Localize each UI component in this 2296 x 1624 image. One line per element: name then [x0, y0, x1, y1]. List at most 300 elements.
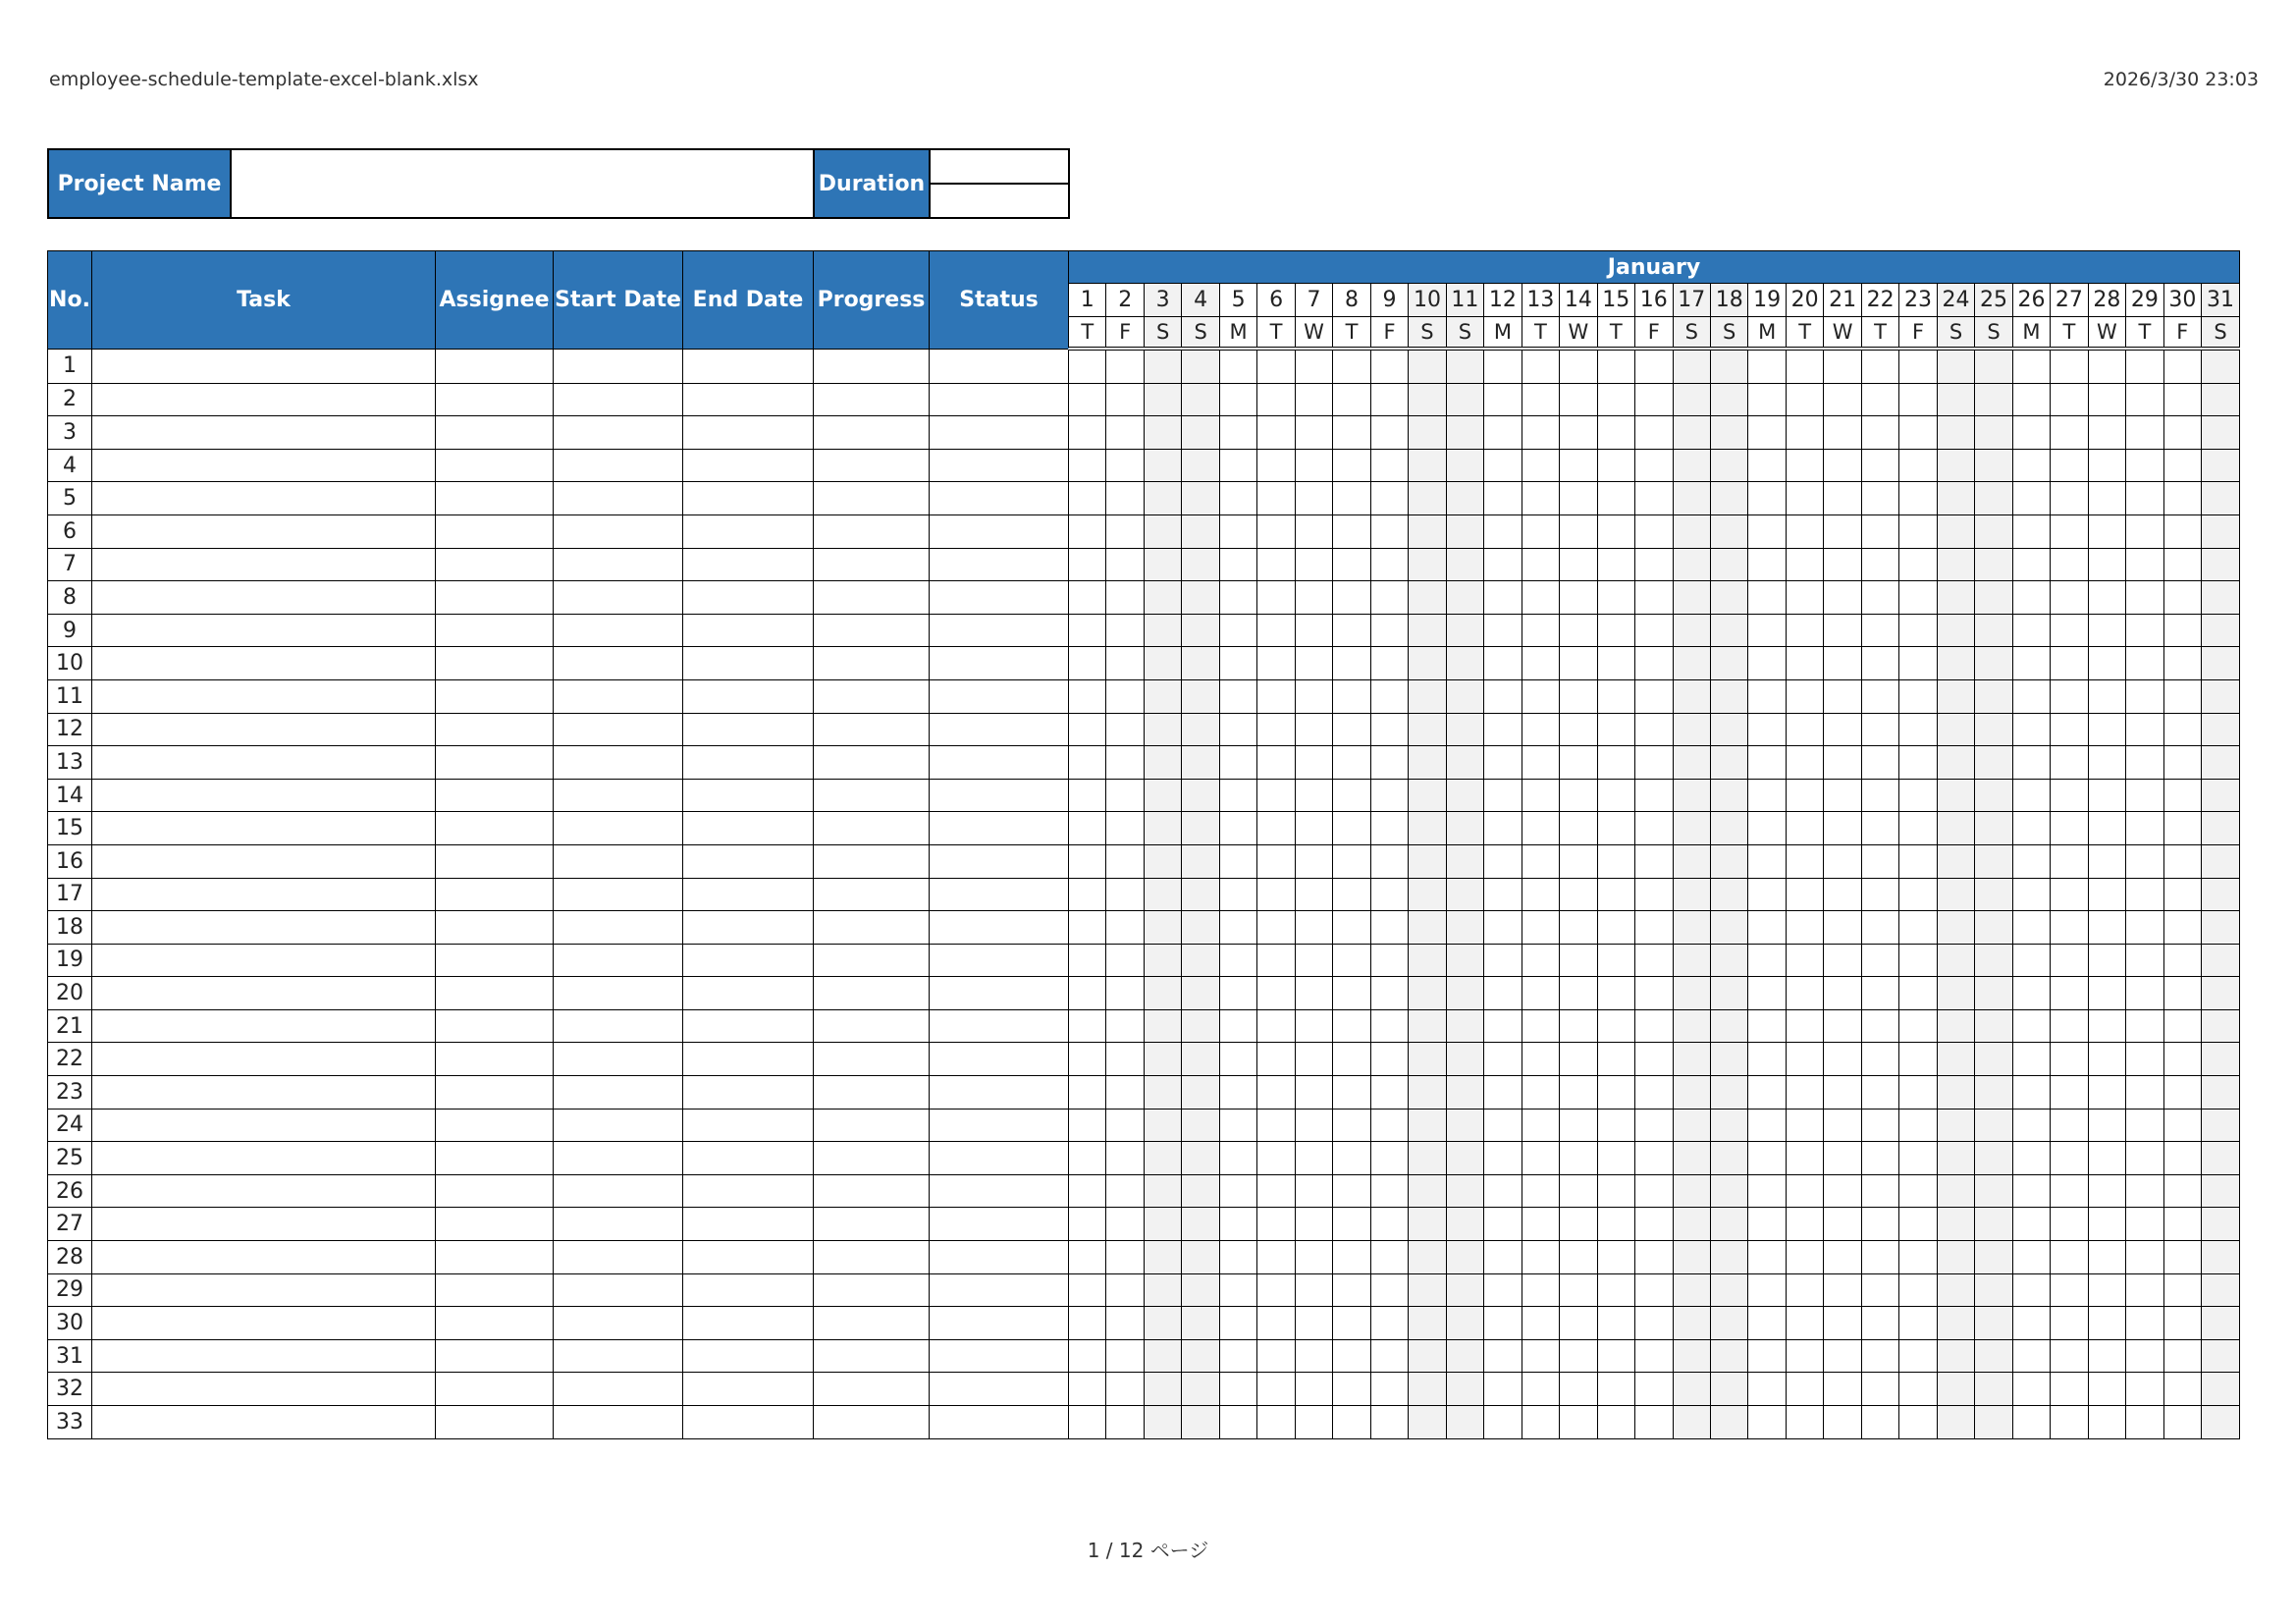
- day-cell[interactable]: [1786, 1109, 1823, 1142]
- day-cell[interactable]: [1560, 349, 1597, 383]
- day-cell[interactable]: [1144, 647, 1181, 680]
- end-date-cell[interactable]: [683, 416, 814, 450]
- start-date-cell[interactable]: [554, 1009, 683, 1043]
- task-cell[interactable]: [92, 1009, 436, 1043]
- day-cell[interactable]: [1106, 416, 1144, 450]
- day-cell[interactable]: [2012, 944, 2050, 977]
- day-cell[interactable]: [2012, 1241, 2050, 1274]
- day-cell[interactable]: [1484, 1307, 1522, 1340]
- day-cell[interactable]: [2126, 1273, 2163, 1307]
- start-date-cell[interactable]: [554, 1076, 683, 1110]
- day-cell[interactable]: [1899, 713, 1937, 746]
- day-cell[interactable]: [1370, 1076, 1408, 1110]
- day-cell[interactable]: [2163, 944, 2201, 977]
- day-cell[interactable]: [1824, 1406, 1861, 1439]
- day-cell[interactable]: [1484, 1241, 1522, 1274]
- end-date-cell[interactable]: [683, 1241, 814, 1274]
- day-cell[interactable]: [2088, 746, 2125, 780]
- day-cell[interactable]: [1522, 1406, 1559, 1439]
- day-cell[interactable]: [1710, 977, 1747, 1010]
- day-cell[interactable]: [1106, 1273, 1144, 1307]
- day-cell[interactable]: [2202, 1043, 2240, 1076]
- day-cell[interactable]: [1597, 449, 1634, 482]
- day-cell[interactable]: [1786, 1142, 1823, 1175]
- day-cell[interactable]: [1635, 514, 1673, 548]
- day-cell[interactable]: [1069, 548, 1106, 581]
- start-date-cell[interactable]: [554, 1241, 683, 1274]
- end-date-cell[interactable]: [683, 1307, 814, 1340]
- day-cell[interactable]: [1446, 1241, 1483, 1274]
- day-cell[interactable]: [2163, 713, 2201, 746]
- day-cell[interactable]: [1446, 482, 1483, 515]
- day-cell[interactable]: [1673, 548, 1710, 581]
- day-cell[interactable]: [1597, 746, 1634, 780]
- day-cell[interactable]: [1975, 746, 2012, 780]
- day-cell[interactable]: [2163, 911, 2201, 945]
- day-cell[interactable]: [1522, 713, 1559, 746]
- day-cell[interactable]: [1182, 581, 1219, 615]
- day-cell[interactable]: [1937, 878, 1974, 911]
- day-cell[interactable]: [1975, 812, 2012, 845]
- day-cell[interactable]: [1673, 1174, 1710, 1208]
- task-cell[interactable]: [92, 349, 436, 383]
- assignee-cell[interactable]: [436, 1009, 554, 1043]
- day-cell[interactable]: [1069, 1208, 1106, 1241]
- day-cell[interactable]: [2051, 944, 2088, 977]
- day-cell[interactable]: [1861, 1109, 1898, 1142]
- day-cell[interactable]: [1446, 1307, 1483, 1340]
- day-cell[interactable]: [1295, 779, 1332, 812]
- day-cell[interactable]: [1937, 482, 1974, 515]
- day-cell[interactable]: [1748, 1406, 1786, 1439]
- day-cell[interactable]: [1219, 944, 1256, 977]
- day-cell[interactable]: [1409, 514, 1446, 548]
- day-cell[interactable]: [1710, 1406, 1747, 1439]
- day-cell[interactable]: [2088, 614, 2125, 647]
- day-cell[interactable]: [1786, 713, 1823, 746]
- day-cell[interactable]: [1899, 482, 1937, 515]
- assignee-cell[interactable]: [436, 812, 554, 845]
- day-cell[interactable]: [1899, 1009, 1937, 1043]
- day-cell[interactable]: [2163, 581, 2201, 615]
- day-cell[interactable]: [1597, 416, 1634, 450]
- progress-cell[interactable]: [814, 449, 930, 482]
- day-cell[interactable]: [1219, 1273, 1256, 1307]
- day-cell[interactable]: [2012, 548, 2050, 581]
- day-cell[interactable]: [2012, 977, 2050, 1010]
- assignee-cell[interactable]: [436, 1273, 554, 1307]
- day-cell[interactable]: [2012, 482, 2050, 515]
- day-cell[interactable]: [1899, 878, 1937, 911]
- day-cell[interactable]: [1937, 1273, 1974, 1307]
- day-cell[interactable]: [1182, 416, 1219, 450]
- day-cell[interactable]: [1522, 1174, 1559, 1208]
- day-cell[interactable]: [2126, 1076, 2163, 1110]
- day-cell[interactable]: [1673, 1241, 1710, 1274]
- day-cell[interactable]: [1370, 349, 1408, 383]
- status-cell[interactable]: [930, 878, 1069, 911]
- day-cell[interactable]: [1710, 1109, 1747, 1142]
- day-cell[interactable]: [1522, 977, 1559, 1010]
- day-cell[interactable]: [1597, 1339, 1634, 1373]
- task-cell[interactable]: [92, 911, 436, 945]
- day-cell[interactable]: [1824, 1307, 1861, 1340]
- day-cell[interactable]: [1295, 812, 1332, 845]
- day-cell[interactable]: [1635, 1076, 1673, 1110]
- progress-cell[interactable]: [814, 349, 930, 383]
- day-cell[interactable]: [1409, 1009, 1446, 1043]
- day-cell[interactable]: [1295, 944, 1332, 977]
- day-cell[interactable]: [2163, 1142, 2201, 1175]
- end-date-cell[interactable]: [683, 647, 814, 680]
- day-cell[interactable]: [1522, 812, 1559, 845]
- day-cell[interactable]: [1975, 449, 2012, 482]
- day-cell[interactable]: [1182, 746, 1219, 780]
- end-date-cell[interactable]: [683, 1009, 814, 1043]
- day-cell[interactable]: [1635, 1406, 1673, 1439]
- day-cell[interactable]: [1522, 1373, 1559, 1406]
- day-cell[interactable]: [1106, 548, 1144, 581]
- day-cell[interactable]: [1106, 1043, 1144, 1076]
- day-cell[interactable]: [1635, 1109, 1673, 1142]
- day-cell[interactable]: [1673, 911, 1710, 945]
- day-cell[interactable]: [1786, 679, 1823, 713]
- day-cell[interactable]: [1786, 383, 1823, 416]
- day-cell[interactable]: [1710, 1208, 1747, 1241]
- day-cell[interactable]: [1370, 944, 1408, 977]
- day-cell[interactable]: [2163, 779, 2201, 812]
- day-cell[interactable]: [1484, 812, 1522, 845]
- day-cell[interactable]: [1446, 1273, 1483, 1307]
- day-cell[interactable]: [1144, 679, 1181, 713]
- assignee-cell[interactable]: [436, 1373, 554, 1406]
- task-cell[interactable]: [92, 746, 436, 780]
- day-cell[interactable]: [2051, 1076, 2088, 1110]
- start-date-cell[interactable]: [554, 581, 683, 615]
- day-cell[interactable]: [1560, 1307, 1597, 1340]
- day-cell[interactable]: [1144, 1373, 1181, 1406]
- day-cell[interactable]: [1182, 779, 1219, 812]
- day-cell[interactable]: [1219, 812, 1256, 845]
- day-cell[interactable]: [2088, 944, 2125, 977]
- status-cell[interactable]: [930, 1406, 1069, 1439]
- day-cell[interactable]: [1522, 416, 1559, 450]
- day-cell[interactable]: [1219, 1208, 1256, 1241]
- day-cell[interactable]: [1673, 514, 1710, 548]
- day-cell[interactable]: [2012, 349, 2050, 383]
- day-cell[interactable]: [1635, 1009, 1673, 1043]
- day-cell[interactable]: [1861, 911, 1898, 945]
- day-cell[interactable]: [1824, 614, 1861, 647]
- day-cell[interactable]: [1560, 1076, 1597, 1110]
- end-date-cell[interactable]: [683, 1174, 814, 1208]
- day-cell[interactable]: [2163, 647, 2201, 680]
- day-cell[interactable]: [1748, 1339, 1786, 1373]
- day-cell[interactable]: [1748, 1009, 1786, 1043]
- day-cell[interactable]: [1824, 1076, 1861, 1110]
- end-date-cell[interactable]: [683, 514, 814, 548]
- day-cell[interactable]: [1824, 713, 1861, 746]
- day-cell[interactable]: [1446, 1009, 1483, 1043]
- day-cell[interactable]: [1673, 1406, 1710, 1439]
- day-cell[interactable]: [1484, 1043, 1522, 1076]
- day-cell[interactable]: [1257, 812, 1295, 845]
- status-cell[interactable]: [930, 482, 1069, 515]
- day-cell[interactable]: [1144, 746, 1181, 780]
- day-cell[interactable]: [2202, 1307, 2240, 1340]
- day-cell[interactable]: [1899, 1174, 1937, 1208]
- duration-start-field[interactable]: [930, 149, 1069, 184]
- day-cell[interactable]: [2051, 844, 2088, 878]
- day-cell[interactable]: [1484, 977, 1522, 1010]
- day-cell[interactable]: [1975, 1208, 2012, 1241]
- day-cell[interactable]: [1333, 1109, 1370, 1142]
- day-cell[interactable]: [2126, 416, 2163, 450]
- day-cell[interactable]: [1484, 1076, 1522, 1110]
- day-cell[interactable]: [1144, 581, 1181, 615]
- day-cell[interactable]: [1710, 581, 1747, 615]
- day-cell[interactable]: [1295, 878, 1332, 911]
- assignee-cell[interactable]: [436, 844, 554, 878]
- day-cell[interactable]: [1069, 844, 1106, 878]
- day-cell[interactable]: [1937, 1241, 1974, 1274]
- day-cell[interactable]: [1295, 977, 1332, 1010]
- day-cell[interactable]: [1219, 779, 1256, 812]
- day-cell[interactable]: [1295, 614, 1332, 647]
- day-cell[interactable]: [1333, 614, 1370, 647]
- assignee-cell[interactable]: [436, 911, 554, 945]
- day-cell[interactable]: [1333, 581, 1370, 615]
- day-cell[interactable]: [1409, 812, 1446, 845]
- day-cell[interactable]: [1257, 349, 1295, 383]
- day-cell[interactable]: [1786, 548, 1823, 581]
- assignee-cell[interactable]: [436, 878, 554, 911]
- day-cell[interactable]: [1899, 1273, 1937, 1307]
- day-cell[interactable]: [2163, 878, 2201, 911]
- day-cell[interactable]: [1446, 911, 1483, 945]
- day-cell[interactable]: [1219, 581, 1256, 615]
- day-cell[interactable]: [1219, 878, 1256, 911]
- day-cell[interactable]: [1824, 1174, 1861, 1208]
- progress-cell[interactable]: [814, 1174, 930, 1208]
- day-cell[interactable]: [1219, 1043, 1256, 1076]
- day-cell[interactable]: [1635, 1339, 1673, 1373]
- day-cell[interactable]: [1069, 746, 1106, 780]
- end-date-cell[interactable]: [683, 878, 814, 911]
- day-cell[interactable]: [1333, 713, 1370, 746]
- start-date-cell[interactable]: [554, 746, 683, 780]
- day-cell[interactable]: [1144, 614, 1181, 647]
- day-cell[interactable]: [1635, 614, 1673, 647]
- day-cell[interactable]: [1748, 383, 1786, 416]
- day-cell[interactable]: [1484, 482, 1522, 515]
- day-cell[interactable]: [2051, 1241, 2088, 1274]
- day-cell[interactable]: [1975, 1043, 2012, 1076]
- day-cell[interactable]: [2051, 581, 2088, 615]
- day-cell[interactable]: [1635, 1307, 1673, 1340]
- day-cell[interactable]: [1219, 713, 1256, 746]
- progress-cell[interactable]: [814, 977, 930, 1010]
- day-cell[interactable]: [1710, 1241, 1747, 1274]
- day-cell[interactable]: [1748, 911, 1786, 945]
- assignee-cell[interactable]: [436, 581, 554, 615]
- day-cell[interactable]: [1673, 713, 1710, 746]
- task-cell[interactable]: [92, 449, 436, 482]
- day-cell[interactable]: [1370, 416, 1408, 450]
- day-cell[interactable]: [2163, 383, 2201, 416]
- day-cell[interactable]: [1786, 416, 1823, 450]
- progress-cell[interactable]: [814, 911, 930, 945]
- day-cell[interactable]: [1560, 514, 1597, 548]
- status-cell[interactable]: [930, 1339, 1069, 1373]
- day-cell[interactable]: [1295, 1241, 1332, 1274]
- assignee-cell[interactable]: [436, 713, 554, 746]
- day-cell[interactable]: [2126, 1174, 2163, 1208]
- day-cell[interactable]: [1975, 548, 2012, 581]
- day-cell[interactable]: [2126, 977, 2163, 1010]
- day-cell[interactable]: [1219, 449, 1256, 482]
- status-cell[interactable]: [930, 581, 1069, 615]
- task-cell[interactable]: [92, 812, 436, 845]
- day-cell[interactable]: [1257, 383, 1295, 416]
- day-cell[interactable]: [1861, 581, 1898, 615]
- day-cell[interactable]: [1257, 1109, 1295, 1142]
- day-cell[interactable]: [1446, 1373, 1483, 1406]
- day-cell[interactable]: [1333, 1174, 1370, 1208]
- day-cell[interactable]: [1484, 911, 1522, 945]
- day-cell[interactable]: [1409, 449, 1446, 482]
- day-cell[interactable]: [1144, 1076, 1181, 1110]
- day-cell[interactable]: [1069, 679, 1106, 713]
- day-cell[interactable]: [2126, 1339, 2163, 1373]
- start-date-cell[interactable]: [554, 1109, 683, 1142]
- day-cell[interactable]: [1635, 944, 1673, 977]
- day-cell[interactable]: [1370, 911, 1408, 945]
- progress-cell[interactable]: [814, 1406, 930, 1439]
- day-cell[interactable]: [1106, 1009, 1144, 1043]
- day-cell[interactable]: [1861, 1174, 1898, 1208]
- day-cell[interactable]: [1710, 614, 1747, 647]
- day-cell[interactable]: [1748, 679, 1786, 713]
- day-cell[interactable]: [1409, 349, 1446, 383]
- day-cell[interactable]: [1748, 1373, 1786, 1406]
- day-cell[interactable]: [1257, 1339, 1295, 1373]
- day-cell[interactable]: [1824, 844, 1861, 878]
- day-cell[interactable]: [1409, 779, 1446, 812]
- day-cell[interactable]: [1597, 1373, 1634, 1406]
- day-cell[interactable]: [1710, 1076, 1747, 1110]
- day-cell[interactable]: [1786, 1307, 1823, 1340]
- day-cell[interactable]: [1106, 977, 1144, 1010]
- day-cell[interactable]: [2202, 1109, 2240, 1142]
- day-cell[interactable]: [1899, 514, 1937, 548]
- day-cell[interactable]: [1370, 647, 1408, 680]
- day-cell[interactable]: [1069, 1307, 1106, 1340]
- day-cell[interactable]: [2126, 1241, 2163, 1274]
- end-date-cell[interactable]: [683, 1208, 814, 1241]
- day-cell[interactable]: [1106, 1174, 1144, 1208]
- end-date-cell[interactable]: [683, 349, 814, 383]
- day-cell[interactable]: [1937, 416, 1974, 450]
- day-cell[interactable]: [1182, 548, 1219, 581]
- day-cell[interactable]: [1786, 1241, 1823, 1274]
- day-cell[interactable]: [1673, 482, 1710, 515]
- day-cell[interactable]: [1861, 449, 1898, 482]
- day-cell[interactable]: [1219, 1142, 1256, 1175]
- day-cell[interactable]: [1295, 647, 1332, 680]
- day-cell[interactable]: [2012, 812, 2050, 845]
- day-cell[interactable]: [1106, 1076, 1144, 1110]
- end-date-cell[interactable]: [683, 1373, 814, 1406]
- day-cell[interactable]: [1446, 812, 1483, 845]
- progress-cell[interactable]: [814, 713, 930, 746]
- status-cell[interactable]: [930, 844, 1069, 878]
- status-cell[interactable]: [930, 1076, 1069, 1110]
- day-cell[interactable]: [1560, 1373, 1597, 1406]
- day-cell[interactable]: [2051, 1339, 2088, 1373]
- day-cell[interactable]: [2088, 482, 2125, 515]
- day-cell[interactable]: [1748, 614, 1786, 647]
- day-cell[interactable]: [1182, 1142, 1219, 1175]
- day-cell[interactable]: [1824, 1142, 1861, 1175]
- day-cell[interactable]: [1597, 1174, 1634, 1208]
- day-cell[interactable]: [1484, 1406, 1522, 1439]
- day-cell[interactable]: [1144, 1208, 1181, 1241]
- day-cell[interactable]: [1182, 1208, 1219, 1241]
- day-cell[interactable]: [1597, 581, 1634, 615]
- day-cell[interactable]: [1937, 713, 1974, 746]
- day-cell[interactable]: [1861, 878, 1898, 911]
- day-cell[interactable]: [1484, 349, 1522, 383]
- day-cell[interactable]: [1182, 1009, 1219, 1043]
- end-date-cell[interactable]: [683, 977, 814, 1010]
- day-cell[interactable]: [1484, 679, 1522, 713]
- day-cell[interactable]: [1370, 812, 1408, 845]
- progress-cell[interactable]: [814, 812, 930, 845]
- day-cell[interactable]: [1748, 1241, 1786, 1274]
- day-cell[interactable]: [2051, 713, 2088, 746]
- day-cell[interactable]: [1522, 1339, 1559, 1373]
- day-cell[interactable]: [1522, 1043, 1559, 1076]
- day-cell[interactable]: [1182, 349, 1219, 383]
- day-cell[interactable]: [1370, 878, 1408, 911]
- day-cell[interactable]: [1069, 713, 1106, 746]
- day-cell[interactable]: [1106, 614, 1144, 647]
- day-cell[interactable]: [1106, 1307, 1144, 1340]
- day-cell[interactable]: [1710, 1009, 1747, 1043]
- day-cell[interactable]: [1182, 514, 1219, 548]
- task-cell[interactable]: [92, 1273, 436, 1307]
- day-cell[interactable]: [1635, 647, 1673, 680]
- task-cell[interactable]: [92, 779, 436, 812]
- start-date-cell[interactable]: [554, 1373, 683, 1406]
- day-cell[interactable]: [2088, 1241, 2125, 1274]
- day-cell[interactable]: [1295, 1174, 1332, 1208]
- day-cell[interactable]: [1673, 349, 1710, 383]
- day-cell[interactable]: [1522, 1142, 1559, 1175]
- day-cell[interactable]: [1370, 1406, 1408, 1439]
- day-cell[interactable]: [1182, 1109, 1219, 1142]
- day-cell[interactable]: [1370, 581, 1408, 615]
- day-cell[interactable]: [1937, 779, 1974, 812]
- day-cell[interactable]: [1937, 1339, 1974, 1373]
- day-cell[interactable]: [2012, 383, 2050, 416]
- day-cell[interactable]: [1861, 812, 1898, 845]
- progress-cell[interactable]: [814, 581, 930, 615]
- day-cell[interactable]: [2088, 416, 2125, 450]
- day-cell[interactable]: [1484, 1339, 1522, 1373]
- day-cell[interactable]: [1484, 1142, 1522, 1175]
